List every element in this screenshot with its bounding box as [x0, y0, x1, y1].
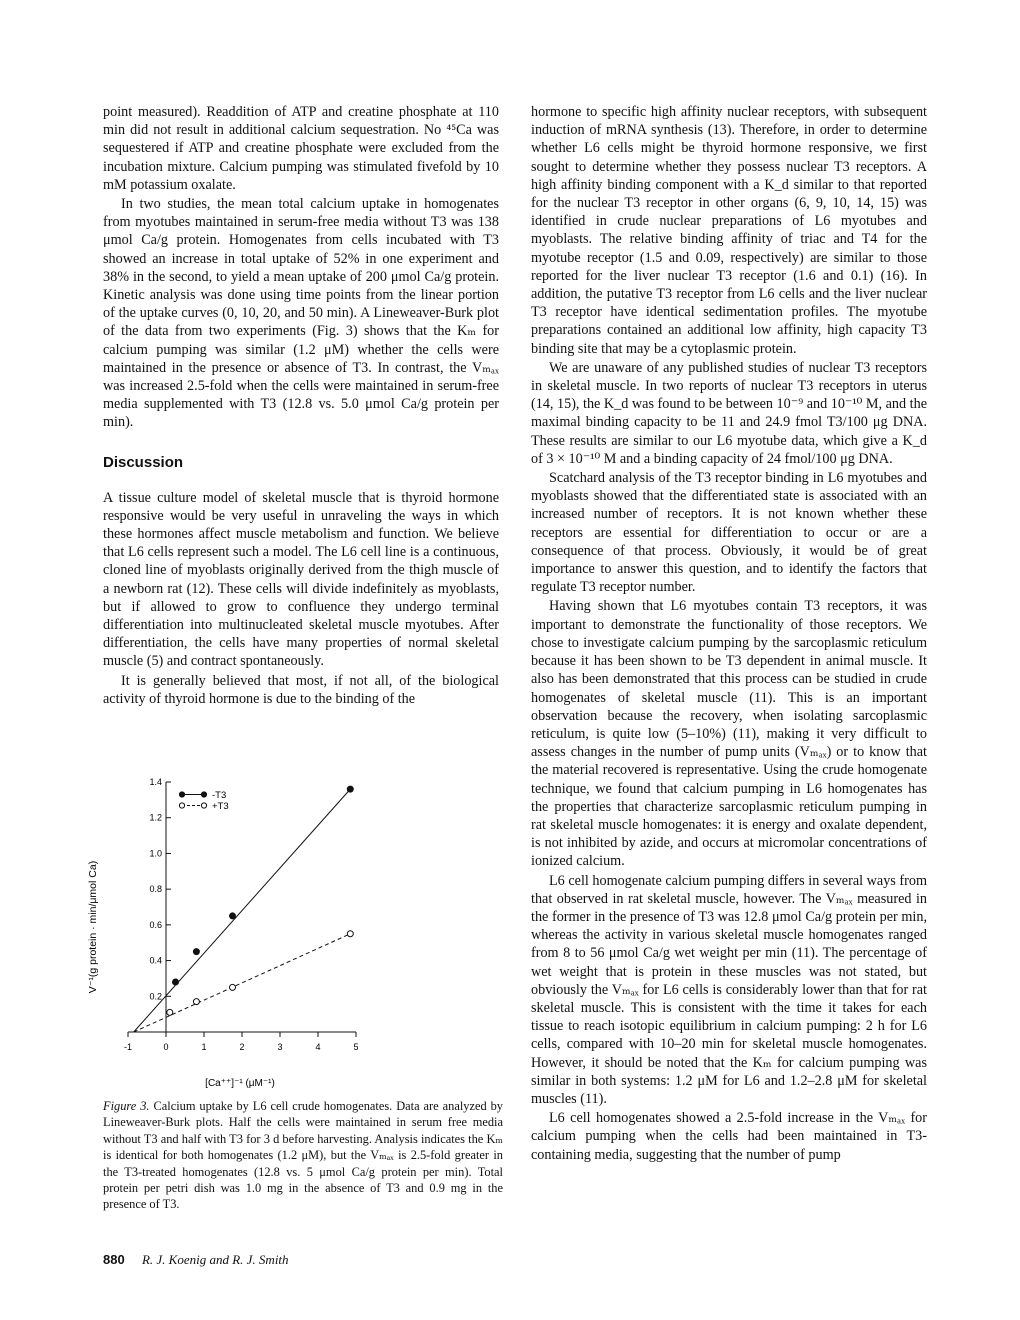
figure-3 [78, 752, 408, 1092]
legend-label: +T3 [212, 801, 229, 812]
left-column [103, 103, 499, 708]
y-tick-label: 0.8 [149, 884, 162, 895]
y-axis-label: V⁻¹(g protein · min/μmol Ca) [87, 860, 99, 994]
y-tick-label: 0.2 [149, 991, 162, 1002]
left-paragraph-3: A tissue culture model of skeletal muscle that is thyroid hormone responsive would be very useful in unraveling the ways in which these hormones affect muscle metabolism and function. We believe that L6 cells represent such a model. The L6 cell line is a continuous, cloned line of myoblasts originally derived from the thigh muscle of a newborn rat (12). These cells will divide indefinitely as myoblasts, but if allowed to grow to confluence they undergo terminal differentiation into multinucleated skeletal muscle myotubes. After differentiation, the cells have many properties of normal skeletal muscle (5) and contract spontaneously. [103, 489, 499, 670]
section-heading-discussion: Discussion [103, 453, 184, 471]
x-tick-label: 5 [353, 1042, 359, 1052]
legend-marker [179, 792, 184, 797]
right-paragraph-4: Having shown that L6 myotubes contain T3 receptors, it was important to demonstrate the functionality of those receptors. We chose to investigate calcium pumping by the sarcoplasmic reticulum because it has been shown to be T3 dependent in animal muscle. It also has been demonstrated that this process can be studied in crude homogenates of skeletal muscle (11). This is an important observation because the recovery, when isolating sarcoplasmic reticulum, is quite low (5–10%) (11), making it very difficult to assess changes in the number of pump units (Vₘₐₓ) or to know that the material recovered is representative. Using the crude homogenate technique, we found that calcium pumping in L6 homogenates has the properties that characterize sarcoplasmic reticulum pumping in rat skeletal muscle homogenates: it is energy and oxalate dependent, is not inhibited by azide, and occurs at micromolar concentrations of ionized calcium. [531, 598, 927, 870]
y-tick-label: 1.0 [149, 848, 162, 859]
page-footer [103, 1252, 289, 1268]
data-point-plus-t3 [193, 999, 199, 1005]
x-tick-label: 4 [315, 1042, 321, 1052]
left-paragraph-4: It is generally believed that most, if not all, of the biological activity of thyroid hormone is due to the binding of the [103, 672, 499, 707]
figure-caption [103, 1098, 503, 1213]
chart-points [167, 786, 353, 1015]
chart-legend [179, 790, 228, 812]
legend-marker [179, 803, 184, 808]
data-point-plus-t3 [167, 1009, 173, 1015]
legend-marker [201, 792, 206, 797]
right-paragraph-2: We are unaware of any published studies of nuclear T3 receptors in skeletal muscle. In two reports of nuclear T3 receptors in uterus (14, 15), the K_d was found to be between 10⁻⁹ and 10⁻¹⁰ M, and the maximal binding capacity to be 11 and 24.9 fmol T3/100 μg DNA. These results are similar to our L6 myotube data, which give a K_d of 3 × 10⁻¹⁰ M and a binding capacity of 24 fmol/100 μg DNA. [531, 359, 927, 467]
legend-label: -T3 [212, 790, 227, 801]
x-tick-label: 0 [163, 1042, 169, 1052]
right-paragraph-5: L6 cell homogenate calcium pumping differs in several ways from that observed in rat skeletal muscle, however. The Vₘₐₓ measured in the former in the presence of T3 was 12.8 μmol Ca/g protein per min, whereas the activity in various skeletal muscle homogenates ranged from 8 to 56 μmol Ca/g wet weight per min (11). The percentage of wet weight that is protein in these muscles was not stated, but obviously the Vₘₐₓ for L6 cells is considerably lower than that for rat skeletal muscle. This is consistent with the time it takes for each tissue to reach isotopic equilibrium in calcium pumping: 2 h for L6 cells, compared with 10–20 min for skeletal muscle homogenates. However, it should be noted that the Kₘ for calcium pumping was similar in both systems: 1.2 μM for L6 and 1.2–2.8 μM for skeletal muscles (11). [531, 872, 927, 1107]
right-column [531, 103, 927, 1164]
y-tick-label: 1.2 [149, 812, 162, 823]
caption-text: Calcium uptake by L6 cell crude homogenates. Data are analyzed by Lineweaver-Burk plots. Half the cells were maintained in serum free media without T3 and half with T3 for 3 d before harvesting. Analysis indicates the Kₘ is identical for both homogenates (1.2 μM), but the Vₘₐₓ is 2.5-fold greater in the T3-treated homogenates (12.8 vs. 5 μmol Ca/g protein per min). Total protein per petri dish was 1.0 mg in the absence of T3 and 0.9 mg in the presence of T3. [103, 1099, 504, 1212]
lineweaver-burk-plot [78, 752, 408, 1092]
right-paragraph-1: hormone to specific high affinity nuclear receptors, with subsequent induction of mRNA synthesis (13). Therefore, in order to determine whether L6 cells might be thyroid hormone responsive, we first sought to determine whether they possess nuclear T3 receptors. A high affinity binding component with a K_d similar to that reported for the nuclear T3 receptor in other organs (6, 9, 10, 14, 15) was identified in crude nuclear preparations of L6 myotubes and myoblasts. The relative binding affinity of triac and T4 for the myotube receptor (1.5 and 0.09, respectively) are similar to those reported for the liver nuclear T3 receptor (1.6 and 0.1) (16). In addition, the putative T3 receptor from L6 cells and the liver nuclear T3 receptor have identical sedimentation profiles. The myotube preparations contained an additional low affinity, high capacity T3 binding site that may be a cytoplasmic protein. [531, 104, 927, 357]
x-tick-label: 1 [201, 1042, 207, 1052]
page-number: 880 [103, 1252, 125, 1267]
data-point-minus-t3 [230, 913, 236, 919]
y-tick-label: 1.4 [149, 777, 162, 787]
running-authors: R. J. Koenig and R. J. Smith [141, 1252, 289, 1267]
data-point-minus-t3 [347, 786, 353, 792]
x-axis-label: [Ca⁺⁺]⁻¹ (μM⁻¹) [205, 1078, 275, 1089]
right-paragraph-6: L6 cell homogenates showed a 2.5-fold increase in the Vₘₐₓ for calcium pumping when the cells had been maintained in T3-containing media, suggesting that the number of pump [531, 1110, 927, 1163]
x-tick-label: 3 [277, 1042, 283, 1052]
chart-axes [128, 782, 356, 1032]
data-point-minus-t3 [193, 949, 199, 955]
y-tick-label: 0.4 [149, 955, 162, 966]
x-tick-label: 2 [239, 1042, 245, 1052]
y-tick-label: 0.6 [149, 919, 162, 930]
legend-marker [201, 803, 206, 808]
data-point-plus-t3 [347, 931, 353, 937]
caption-label: Figure 3. [103, 1099, 150, 1113]
left-paragraph-2: In two studies, the mean total calcium uptake in homogenates from myotubes maintained in serum-free media without T3 was 138 μmol Ca/g protein. Homogenates from cells incubated with T3 showed an increase in total uptake of 52% in one experiment and 38% in the second, to yield a mean uptake of 200 μmol Ca/g protein. Kinetic analysis was done using time points from the linear portion of the uptake curves (0, 10, 20, and 50 min). A Lineweaver-Burk plot of the data from two experiments (Fig. 3) shows that the Kₘ for calcium pumping was similar (1.2 μM) whether the cells were maintained in the presence or absence of T3. In contrast, the Vₘₐₓ was increased 2.5-fold when the cells were maintained in serum-free media supplemented with T3 (12.8 vs. 5.0 μmol Ca/g protein per min). [103, 196, 499, 431]
left-paragraph-1: point measured). Readdition of ATP and creatine phosphate at 110 min did not result in additional calcium sequestration. No ⁴⁵Ca was sequestered if ATP and creatine phosphate were excluded from the incubation mixture. Calcium pumping was stimulated fivefold by 10 mM potassium oxalate. [103, 104, 499, 193]
data-point-minus-t3 [173, 979, 179, 985]
chart-ticks [124, 777, 359, 1052]
data-point-plus-t3 [230, 984, 236, 990]
x-tick-label: -1 [123, 1042, 133, 1052]
right-paragraph-3: Scatchard analysis of the T3 receptor binding in L6 myotubes and myoblasts showed that the differentiated state is associated with an increased number of receptors. It is not known whether these receptors are essential for differentiation to occur or are a consequence of that process. Obviously, it would be of great importance to answer this question, and to identify the factors that regulate T3 receptor number. [531, 470, 927, 596]
